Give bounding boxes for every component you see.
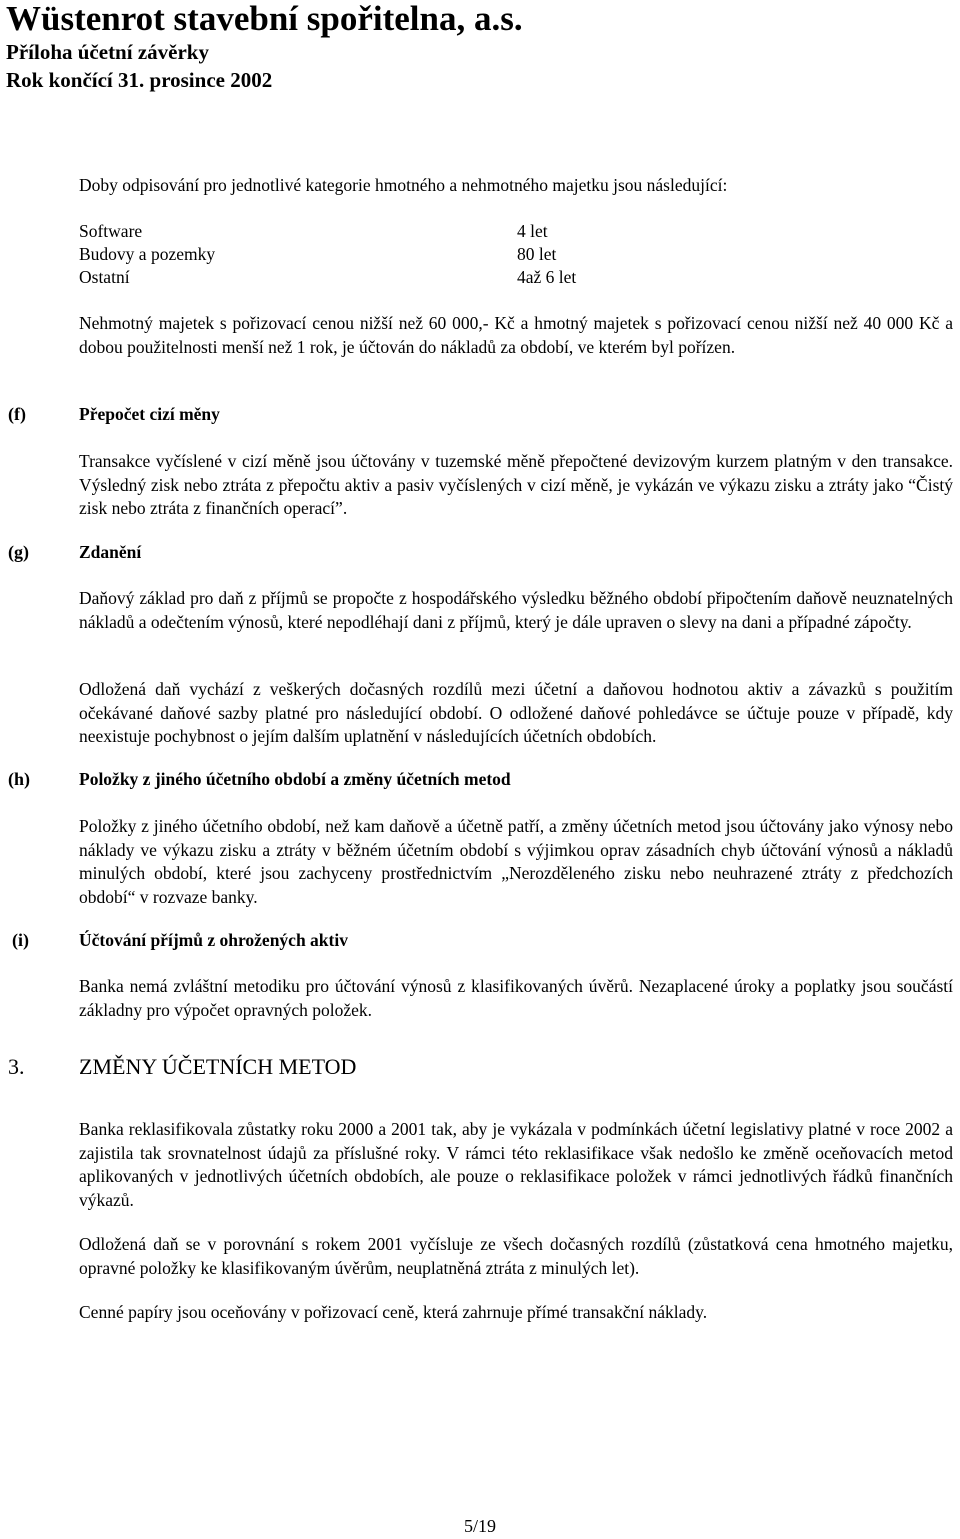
chapter-number: 3.	[8, 1054, 25, 1079]
depreciation-period: 4 let	[517, 221, 548, 241]
depreciation-category: Budovy a pozemky	[79, 244, 216, 264]
depreciation-category: Ostatní	[79, 267, 130, 287]
company-name: Wüstenrot stavební spořitelna, a.s.	[6, 0, 523, 38]
section-marker: (f)	[8, 404, 26, 424]
section-heading: Zdanění	[79, 542, 142, 562]
section-heading: Přepočet cizí měny	[79, 404, 220, 424]
page-number: 5/19	[463, 1516, 496, 1536]
depreciation-intro: Doby odpisování pro jednotlivé kategorie hmotného a nehmotného majetku jsou následující:	[79, 175, 728, 195]
section-paragraph: Daňový základ pro daň z příjmů se propočte z hospodářského výsledku běžného období připočtením daňově neuznatelných nákladů a odečtením výnosů, které nepodléhají dani z příjmů, který je dále upraven o slevy na dani a případné zápočty.	[79, 588, 953, 632]
depreciation-category: Software	[79, 221, 143, 241]
section-paragraph: Transakce vyčíslené v cizí měně jsou účtovány v tuzemské měně přepočtené devizovým kurzem platným v den transakce. Výsledný zisk nebo ztráta z přepočtu aktiv a pasiv vyčíslených v cizí měně, je vykázán ve výkazu zisku a ztráty jako “Čistý zisk nebo ztráta z finančních operací”.	[79, 451, 953, 518]
chapter-paragraph: Odložená daň se v porovnání s rokem 2001 vyčísluje ze všech dočasných rozdílů (zůstatková cena hmotného majetku, opravné položky ke klasifikovaným úvěrům, neuplatněná ztráta z minulých let).	[79, 1234, 953, 1278]
section-paragraph: Odložená daň vychází z veškerých dočasných rozdílů mezi účetní a daňovou hodnotou aktiv a závazků s použitím očekávané daňové sazby platné pro následující období. O odložené daňové pohledávce se účtuje pouze v případě, kdy neexistuje pochybnost o jejím dalším uplatnění v následujících účetních obdobích.	[79, 679, 953, 746]
chapter-paragraph: Banka reklasifikovala zůstatky roku 2000 a 2001 tak, aby je vykázala v podmínkách účetní legislativy platné v roce 2002 a zajistila tak srovnatelnost údajů za příslušné roky. V rámci této reklasifikace však nedošlo ke změně oceňovacích metod aplikovaných v jednotlivých účetních obdobích, ale pouze o reklasifikace položek v rámci jednotlivých řádků finančních výkazů.	[79, 1119, 953, 1210]
depreciation-period: 4až 6 let	[517, 267, 577, 287]
document-subtitle: Příloha účetní závěrky	[6, 40, 209, 64]
section-marker: (h)	[8, 769, 30, 789]
section-paragraph: Položky z jiného účetního období, než kam daňově a účetně patří, a změny účetních metod jsou účtovány jako výnosy nebo náklady ve výkazu zisku a ztráty v běžném účetním období s výjimkou oprav zásadních chyb účtování výnosů a nákladů minulých období, které jsou zachyceny prostřednictvím „Nerozděleného zisku nebo neuhrazené ztráty z předchozích období“ v rozvaze banky.	[79, 816, 953, 907]
report-period: Rok končící 31. prosince 2002	[6, 68, 273, 92]
document-header	[6, 0, 523, 94]
section-marker: (g)	[8, 542, 29, 562]
section-paragraph: Banka nemá zvláštní metodiku pro účtování výnosů z klasifikovaných úvěrů. Nezaplacené úroky a poplatky jsou součástí základny pro výpočet opravných položek.	[79, 976, 953, 1020]
chapter-title: ZMĚNY ÚČETNÍCH METOD	[79, 1054, 357, 1079]
section-heading: Položky z jiného účetního období a změny účetních metod	[79, 769, 511, 789]
depreciation-note: Nehmotný majetek s pořizovací cenou nižší než 60 000,- Kč a hmotný majetek s pořizovací cenou nižší než 40 000 Kč a dobou použitelnosti menší než 1 rok, je účtován do nákladů za období, ve kterém byl pořízen.	[79, 313, 953, 357]
chapter-heading	[8, 1054, 356, 1080]
section-heading: Účtování příjmů z ohrožených aktiv	[79, 930, 348, 950]
depreciation-period: 80 let	[517, 244, 557, 264]
section-marker: (i)	[12, 930, 29, 950]
chapter-paragraph: Cenné papíry jsou oceňovány v pořizovací ceně, která zahrnuje přímé transakční náklady.	[79, 1302, 708, 1322]
